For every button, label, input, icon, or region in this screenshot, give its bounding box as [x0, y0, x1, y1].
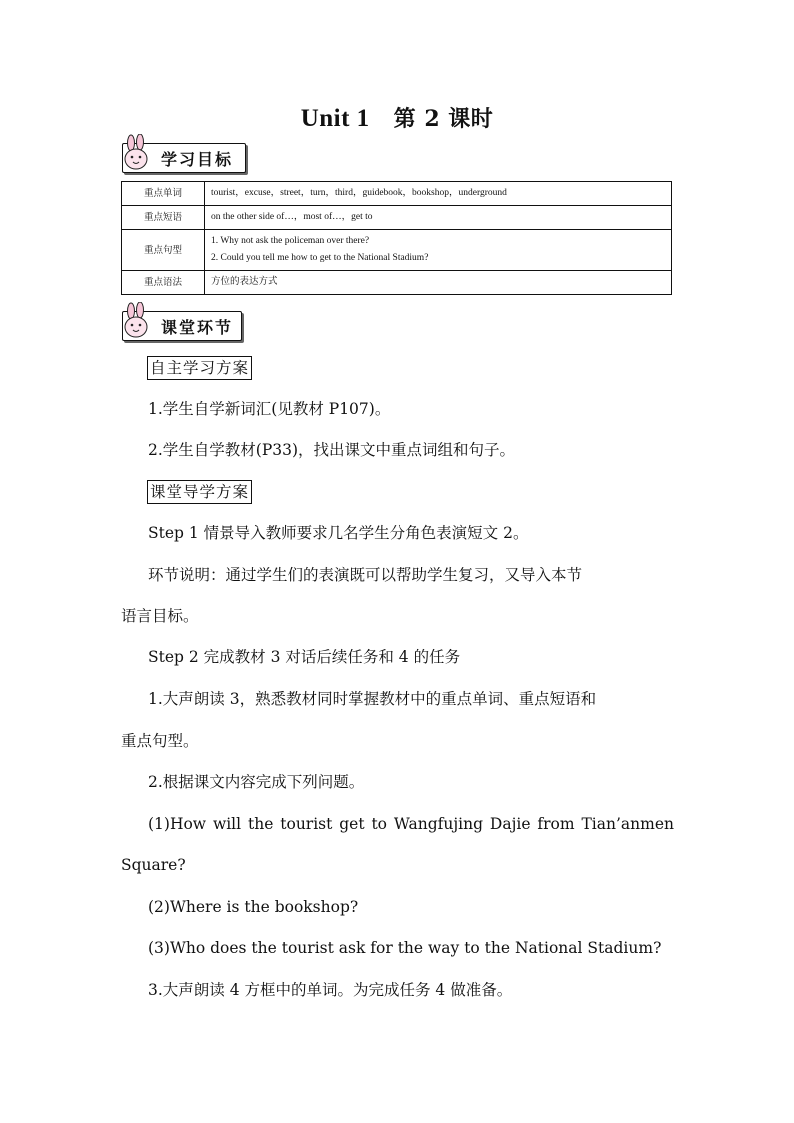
goals-table: [121, 181, 672, 295]
note-line: 环节说明：通过学生们的表演既可以帮助学生复习，又导入本节: [148, 566, 583, 584]
step-1: Step 1 情景导入教师要求几名学生分角色表演短文 2。: [148, 524, 529, 542]
section-badge-class: [122, 311, 242, 341]
note-line: 语言目标。: [121, 607, 199, 625]
question: (1)How will the tourist get to Wangfujing Dajie from Tian’anmen: [148, 815, 674, 833]
section-label-class: 课堂环节: [161, 318, 234, 337]
table-value: 方位的表达方式: [205, 271, 672, 295]
bunny-icon: [119, 134, 155, 174]
table-value: tourist，excuse，street，turn，third，guidebook，bookshop，underground: [205, 182, 672, 206]
question: (3)Who does the tourist ask for the way to the National Stadium?: [148, 939, 662, 957]
self-study-heading: 自主学习方案: [147, 356, 252, 380]
table-row: [122, 182, 672, 206]
task-item: 重点句型。: [121, 732, 199, 750]
section-badge-goals: [122, 143, 246, 173]
guided-heading: 课堂导学方案: [147, 480, 252, 504]
bunny-icon: [119, 302, 155, 342]
table-row: [122, 271, 672, 295]
step-2: Step 2 完成教材 3 对话后续任务和 4 的任务: [148, 648, 461, 666]
table-key: 重点单词: [122, 182, 205, 206]
section-label-goals: 学习目标: [161, 150, 234, 169]
table-key: 重点短语: [122, 206, 205, 230]
table-row: [122, 230, 672, 271]
question: (2)Where is the bookshop?: [148, 898, 359, 916]
table-row: [122, 206, 672, 230]
table-key: 重点语法: [122, 271, 205, 295]
self-study-item: 2.学生自学教材(P33)，找出课文中重点词组和句子。: [148, 441, 516, 459]
title-main: Unit 1: [300, 105, 370, 132]
page-title: [0, 102, 794, 133]
table-value: 1. Why not ask the policeman over there? 2. Could you tell me how to get to the National Stadium?: [205, 230, 672, 271]
task-item: 1.大声朗读 3，熟悉教材同时掌握教材中的重点单词、重点短语和: [148, 690, 597, 708]
self-study-item: 1.学生自学新词汇(见教材 P107)。: [148, 400, 391, 418]
question: Square?: [121, 856, 186, 874]
title-sub: 第 2 课时: [393, 106, 494, 132]
task-item: 2.根据课文内容完成下列问题。: [148, 773, 365, 791]
table-value: on the other side of…，most of…，get to: [205, 206, 672, 230]
table-key: 重点句型: [122, 230, 205, 271]
task-item: 3.大声朗读 4 方框中的单词。为完成任务 4 做准备。: [148, 981, 513, 999]
